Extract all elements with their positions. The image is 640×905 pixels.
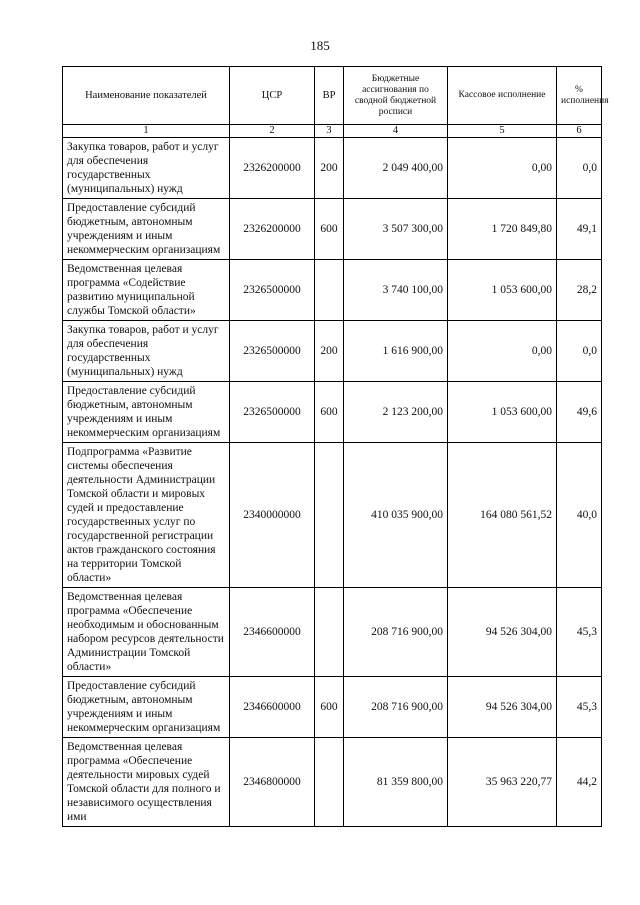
budget-amount: 3 507 300,00 [344,199,448,260]
execution-percent: 45,3 [557,677,602,738]
table-row [63,443,602,588]
indicator-name: Закупка товаров, работ и услуг для обеспечения государственных (муниципальных) нужд [63,321,230,382]
executed-amount: 164 080 561,52 [448,443,557,588]
indicator-name: Предоставление субсидий бюджетным, автономным учреждениям и иным некоммерческим организациям [63,199,230,260]
executed-amount: 94 526 304,00 [448,588,557,677]
indicator-name: Подпрограмма «Развитие системы обеспечения деятельности Администрации Томской области и мировых судей и предоставление государственных услуг по государственной регистрации актов гражданского состояния на территории Томской области» [63,443,230,588]
vr-code: 600 [315,199,344,260]
header-csr: ЦСР [230,67,315,125]
vr-code [315,260,344,321]
table-row [63,382,602,443]
header-vr: ВР [315,67,344,125]
budget-amount: 1 616 900,00 [344,321,448,382]
header-indicator-name: Наименование показателей [63,67,230,125]
header-cash-execution: Кассовое исполнение [448,67,557,125]
vr-code [315,443,344,588]
vr-code [315,588,344,677]
table-row [63,321,602,382]
budget-amount: 2 123 200,00 [344,382,448,443]
table-header-row [63,67,602,125]
execution-percent: 45,3 [557,588,602,677]
execution-percent: 0,0 [557,321,602,382]
budget-amount: 3 740 100,00 [344,260,448,321]
header-execution-percent: % исполнения [557,67,602,125]
column-number: 5 [448,125,557,138]
table-row [63,138,602,199]
table-row [63,677,602,738]
page-number: 185 [310,38,330,53]
table-row [63,588,602,677]
vr-code: 200 [315,321,344,382]
column-number: 1 [63,125,230,138]
budget-amount: 208 716 900,00 [344,677,448,738]
csr-code: 2346600000 [230,677,315,738]
execution-percent: 0,0 [557,138,602,199]
executed-amount: 0,00 [448,321,557,382]
column-number-row [63,125,602,138]
table-row [63,260,602,321]
csr-code: 2326500000 [230,260,315,321]
csr-code: 2326500000 [230,321,315,382]
table-row [63,738,602,827]
indicator-name: Ведомственная целевая программа «Обеспечение деятельности мировых судей Томской области для полного и независимого осуществления ими [63,738,230,827]
executed-amount: 0,00 [448,138,557,199]
column-number: 4 [344,125,448,138]
budget-amount: 410 035 900,00 [344,443,448,588]
vr-code: 200 [315,138,344,199]
indicator-name: Предоставление субсидий бюджетным, автономным учреждениям и иным некоммерческим организациям [63,677,230,738]
indicator-name: Ведомственная целевая программа «Содействие развитию муниципальной службы Томской области» [63,260,230,321]
executed-amount: 1 053 600,00 [448,382,557,443]
csr-code: 2326200000 [230,138,315,199]
execution-percent: 49,1 [557,199,602,260]
budget-amount: 81 359 800,00 [344,738,448,827]
csr-code: 2340000000 [230,443,315,588]
execution-percent: 28,2 [557,260,602,321]
vr-code [315,738,344,827]
column-number: 2 [230,125,315,138]
budget-execution-table [62,66,609,827]
column-number: 3 [315,125,344,138]
executed-amount: 35 963 220,77 [448,738,557,827]
csr-code: 2346600000 [230,588,315,677]
executed-amount: 94 526 304,00 [448,677,557,738]
executed-amount: 1 053 600,00 [448,260,557,321]
column-number: 6 [557,125,602,138]
execution-percent: 40,0 [557,443,602,588]
vr-code: 600 [315,382,344,443]
executed-amount: 1 720 849,80 [448,199,557,260]
budget-amount: 208 716 900,00 [344,588,448,677]
indicator-name: Закупка товаров, работ и услуг для обеспечения государственных (муниципальных) нужд [63,138,230,199]
budget-amount: 2 049 400,00 [344,138,448,199]
execution-percent: 49,6 [557,382,602,443]
csr-code: 2326500000 [230,382,315,443]
header-budget-allocations: Бюджетные ассигнования по сводной бюджетной росписи [344,67,448,125]
csr-code: 2326200000 [230,199,315,260]
table-row [63,199,602,260]
execution-percent: 44,2 [557,738,602,827]
indicator-name: Ведомственная целевая программа «Обеспечение необходимым и обоснованным набором ресурсов деятельности Администрации Томской области» [63,588,230,677]
indicator-name: Предоставление субсидий бюджетным, автономным учреждениям и иным некоммерческим организациям [63,382,230,443]
vr-code: 600 [315,677,344,738]
csr-code: 2346800000 [230,738,315,827]
